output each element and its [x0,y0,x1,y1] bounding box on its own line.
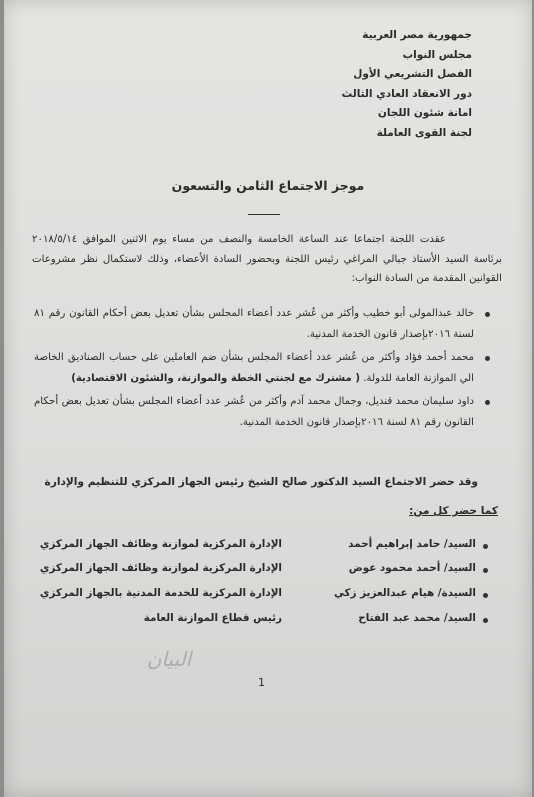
bills-list [34,304,474,436]
attendee-department: الإدارة المركزية لموازنة وظائف الجهاز المركزي [39,538,282,550]
attendee-name: السيد/ أحمد محمود عوض [348,562,476,574]
attendee-department: الإدارة المركزية لموازنة وظائف الجهاز المركزي [39,562,282,574]
bullet-icon [483,568,488,573]
document-title: موجز الاجتماع الثامن والتسعون [171,178,365,193]
table-row [4,612,532,634]
letterhead-line: امانة شئون اللجان [377,107,472,120]
title-divider [248,214,280,215]
attendee-name: السيدة/ هيام عبدالعزيز زكي [333,587,476,599]
attendee-department: رئيس قطاع الموازنة العامة [143,612,282,624]
also-attended-heading: كما حضر كل من: [409,505,498,517]
bill-note: ( مشترك مع لجنتي الخطة والموازنة، والشئون الاقتصادية) [71,372,361,384]
letterhead-line: مجلس النواب [402,48,472,61]
bill-text: محمد أحمد فؤاد وأكثر من عُشر عدد أعضاء المجلس بشأن ضم العاملين على حساب الصناديق الخاصة الي الموازنة العامة للدولة. [34,352,474,384]
attendee-name: السيد/ حامد إبراهيم أحمد [348,538,476,550]
letterhead-line: دور الانعقاد العادي الثالث [341,87,472,100]
bullet-icon [483,544,488,549]
letterhead-line: جمهورية مصر العربية [362,29,472,41]
albayan-watermark-logo [128,644,210,674]
list-item [34,304,474,345]
bullet-icon [485,400,490,405]
bullet-icon [483,593,488,598]
list-item [34,392,474,433]
letterhead [272,26,472,144]
bill-text: خالد عبدالمولى أبو خطيب وأكثر من عُشر عدد أعضاء المجلس بشأن تعديل بعض أحكام القانون رقم ٨١ لسنة ٢٠١٦بإصدار قانون الخدمة المدنية. [34,308,474,340]
attendee-department: الإدارة المركزية للخدمة المدنية بالجهاز المركزي [39,587,282,599]
intro-paragraph: عقدت اللجنة اجتماعا عند الساعة الخامسة والنصف من مساء يوم الاثنين الموافق ٢٠١٨/٥/١٤ برئاسة السيد الأستاذ جبالي المراغي رئيس اللجنة وبحضور السادة الأعضاء، وذلك لاستكمال نظر مشروعات القوانين المقدمة من السادة النواب: [32,234,502,284]
table-row [4,587,532,609]
bullet-icon [483,618,488,623]
letterhead-line: الفصل التشريعي الأول [353,68,472,81]
table-row [4,538,532,560]
bill-text: داود سليمان محمد قنديل، وجمال محمد آدم وأكثر من عُشر عدد أعضاء المجلس بشأن تعديل بعض أحكام القانون رقم ٨١ لسنة ٢٠١٦بإصدار قانون الخدمة المدنية. [34,396,474,428]
watermark-text: البيان [146,647,192,671]
attendee-name: السيد/ محمد عبد الفتاح [358,612,476,624]
bullet-icon [485,312,490,317]
bullet-icon [485,356,490,361]
document-page [4,0,532,797]
page-number: 1 [258,676,265,689]
list-item [34,348,474,389]
letterhead-line: لجنة القوى العاملة [376,126,472,139]
table-row [4,562,532,584]
attendance-note: وقد حضر الاجتماع السيد الدكتور صالح الشيخ رئيس الجهاز المركزي للتنظيم والإدارة [44,476,478,488]
